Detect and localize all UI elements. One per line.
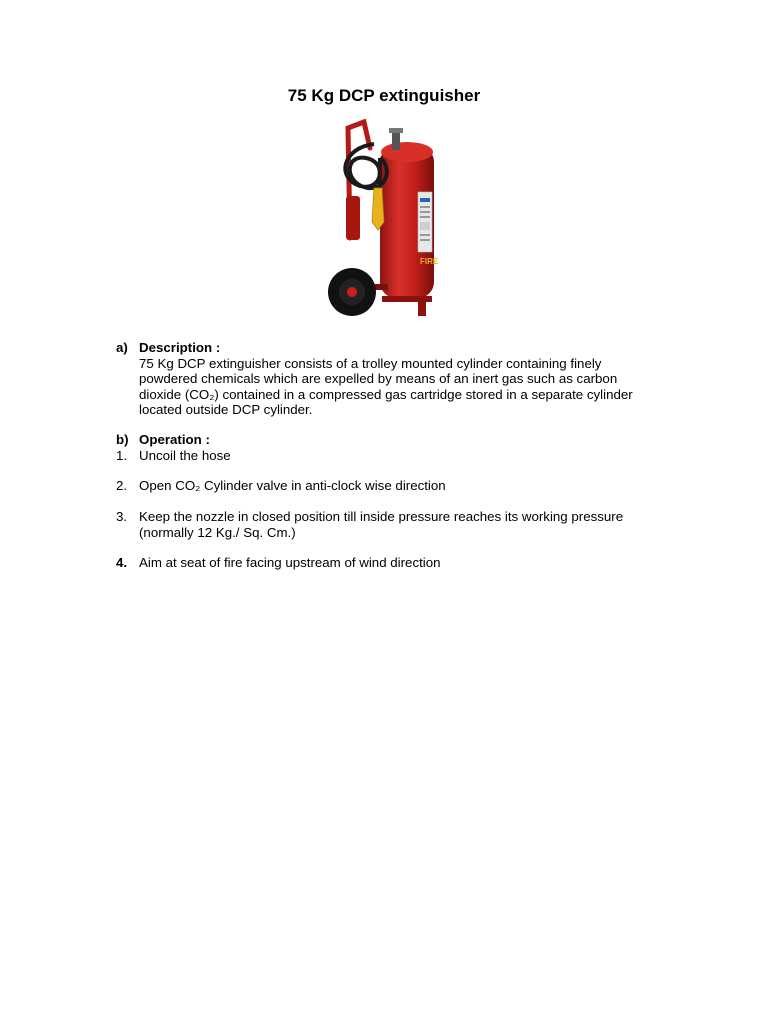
operation-section	[116, 432, 676, 463]
description-line: powdered chemicals which are expelled by means of an inert gas such as carbon	[139, 371, 618, 387]
step-number: 4.	[116, 555, 128, 570]
description-line: 75 Kg DCP extinguisher consists of a trolley mounted cylinder containing finely	[139, 355, 602, 371]
section-marker-b: b)	[116, 432, 129, 447]
step-number: 1.	[116, 447, 128, 463]
description-line: dioxide (CO₂) contained in a compressed gas cartridge stored in a separate cylinder	[139, 386, 633, 402]
page-title: 75 Kg DCP extinguisher	[287, 86, 481, 105]
step-number: 3.	[116, 509, 128, 524]
extinguisher-image	[322, 118, 450, 324]
description-heading: Description :	[139, 340, 221, 355]
step-text: Open CO₂ Cylinder valve in anti-clock wise direction	[139, 478, 446, 493]
operation-step	[116, 555, 676, 571]
fire-label: FIRE	[420, 257, 439, 266]
step-text: (normally 12 Kg./ Sq. Cm.)	[139, 524, 296, 540]
operation-step	[116, 448, 676, 464]
step-text: Keep the nozzle in closed position till inside pressure reaches its working pressure	[139, 509, 624, 524]
step-number: 2.	[116, 478, 128, 493]
description-line: located outside DCP cylinder.	[139, 402, 313, 418]
section-marker-a: a)	[116, 340, 128, 355]
step-text: Uncoil the hose	[139, 447, 231, 463]
operation-step	[116, 478, 676, 494]
operation-heading: Operation :	[139, 432, 210, 447]
description-section	[116, 340, 676, 418]
step-text: Aim at seat of fire facing upstream of wind direction	[139, 555, 441, 570]
operation-step	[116, 509, 676, 540]
